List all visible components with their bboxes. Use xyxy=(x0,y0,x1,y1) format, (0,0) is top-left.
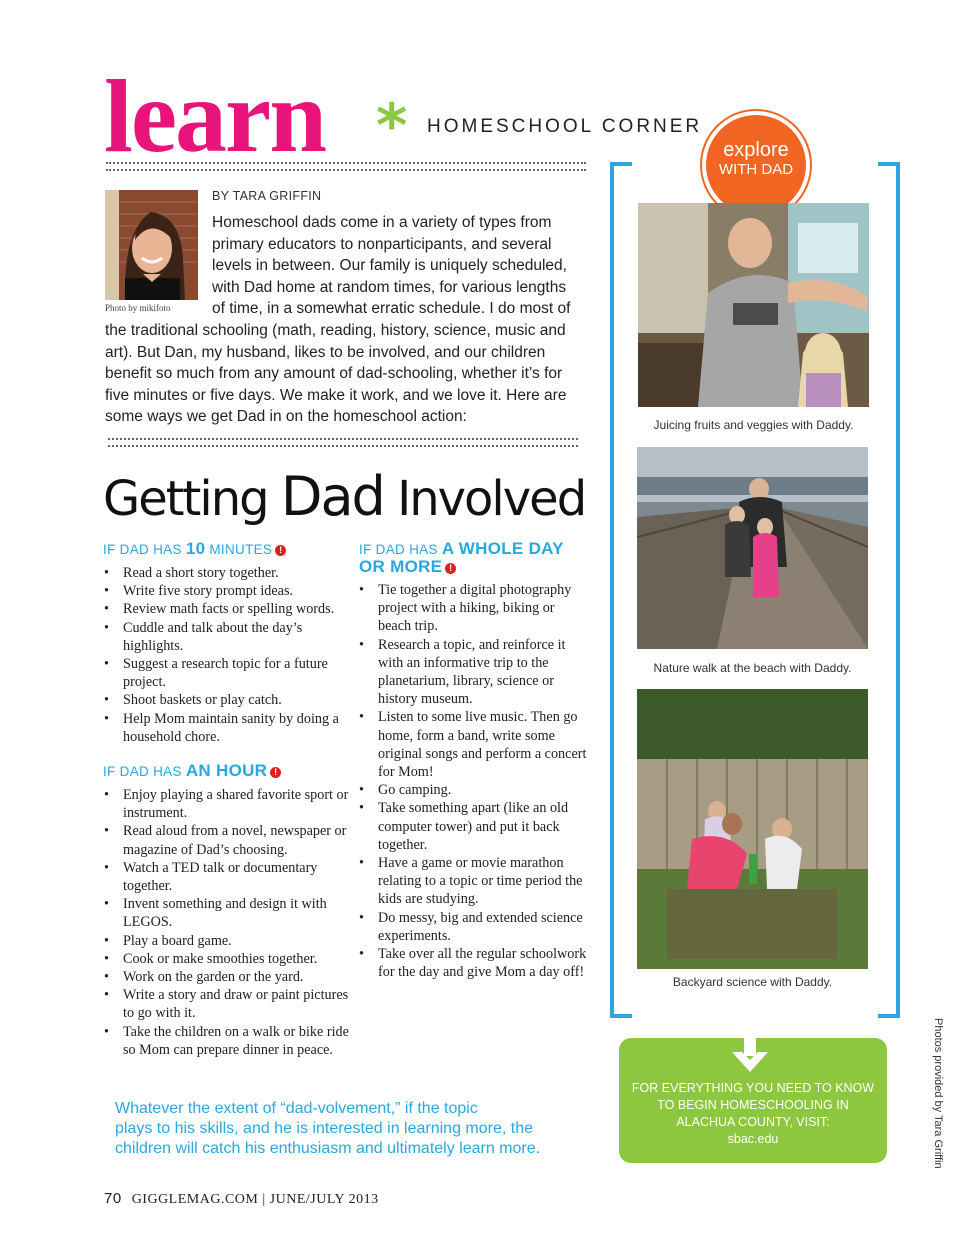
photo-backyard xyxy=(637,689,868,969)
title-word-dad: Dad xyxy=(280,465,384,528)
list-item: • Cuddle and talk about the day’s highlights. xyxy=(104,619,352,655)
list-item: • Listen to some live music. Then go home, form a band, write some original songs and perform a concert for Mom! xyxy=(359,708,591,781)
arrow-down-icon xyxy=(728,1038,772,1074)
list-item: • Take the children on a walk or bike ride so Mom can prepare dinner in peace. xyxy=(104,1023,352,1059)
list-item: • Read a short story together. xyxy=(104,564,352,582)
intro-line: the traditional schooling (math, reading, history, science, music and xyxy=(105,322,566,339)
closing-line: children will catch his enthusiasm and ultimately learn more. xyxy=(115,1140,541,1157)
subhead-suffix: MINUTES xyxy=(205,542,273,557)
photos-credit: Photos provided by Tara Griffin xyxy=(932,1018,944,1169)
list-item: • Watch a TED talk or documentary together. xyxy=(104,859,352,895)
list-item: • Take over all the regular schoolwork for the day and give Mom a day off! xyxy=(359,945,591,981)
list-whole-day xyxy=(359,581,591,981)
list-item: • Help Mom maintain sanity by doing a household chore. xyxy=(104,710,352,746)
closing-statement xyxy=(115,1099,595,1159)
photo-beach xyxy=(637,447,868,649)
subhead-prefix: IF DAD HAS xyxy=(103,542,186,557)
intro-paragraph-top xyxy=(212,212,602,320)
subhead-whole-day xyxy=(359,540,564,576)
list-item: • Go camping. xyxy=(359,781,591,799)
intro-line: primary educators to nonparticipants, and several xyxy=(212,235,552,253)
photo-caption: Juicing fruits and veggies with Daddy. xyxy=(653,418,854,432)
list-item: • Review math facts or spelling words. xyxy=(104,600,352,618)
callout-line: ALACHUA COUNTY, VISIT: xyxy=(676,1115,830,1129)
callout-line: FOR EVERYTHING YOU NEED TO KNOW xyxy=(631,1081,875,1095)
intro-paragraph-bottom xyxy=(105,320,605,428)
page-number: 70 xyxy=(104,1190,122,1207)
title-word: Getting xyxy=(103,471,281,527)
section-title: HOMESCHOOL CORNER xyxy=(427,116,703,137)
subhead-prefix: IF DAD HAS xyxy=(359,542,442,557)
article-title xyxy=(103,462,585,534)
intro-line: some ways we get Dad in on the homeschool action: xyxy=(105,408,467,426)
sidebar-bracket-left xyxy=(610,162,632,1018)
intro-line: levels in between. Our family is uniquely scheduled, xyxy=(212,257,567,275)
list-item: • Enjoy playing a shared favorite sport or instrument. xyxy=(104,786,352,822)
subhead-emphasis: 10 xyxy=(185,539,206,558)
page-footer xyxy=(104,1190,379,1208)
asterisk-icon: * xyxy=(376,91,408,161)
intro-line: benefit so much from any amount of dad-schooling, whether it’s for xyxy=(105,365,563,383)
list-item: • Suggest a research topic for a future project. xyxy=(104,655,352,691)
subhead-prefix: IF DAD HAS xyxy=(103,764,186,779)
photo-juicing xyxy=(638,203,869,407)
publication-info: GIGGLEMAG.COM | JUNE/JULY 2013 xyxy=(131,1192,379,1207)
section-word-learn: learn xyxy=(104,59,326,174)
list-item: • Have a game or movie marathon relating to a topic or time period the kids are studying. xyxy=(359,854,591,909)
explore-badge xyxy=(706,115,806,215)
list-item: • Cook or make smoothies together. xyxy=(104,950,352,968)
list-item: • Take something apart (like an old computer tower) and put it back together. xyxy=(359,799,591,854)
author-photo xyxy=(105,190,198,300)
badge-line1: explore xyxy=(723,139,789,161)
subhead-emphasis: AN HOUR xyxy=(185,761,268,780)
photo-caption: Backyard science with Daddy. xyxy=(672,975,833,989)
badge-line2: WITH DAD xyxy=(718,161,794,178)
sidebar-bracket-right xyxy=(878,162,900,1018)
alert-icon: ! xyxy=(275,545,286,556)
list-item: • Shoot baskets or play catch. xyxy=(104,691,352,709)
list-item: • Work on the garden or the yard. xyxy=(104,968,352,986)
intro-line: Homeschool dads come in a variety of types from xyxy=(212,214,552,231)
list-item: • Tie together a digital photography project with a hiking, biking or beach trip. xyxy=(359,581,591,636)
list-ten-minutes xyxy=(104,564,352,746)
callout-line: TO BEGIN HOMESCHOOLING IN xyxy=(657,1098,849,1112)
list-item: • Research a topic, and reinforce it with an informative trip to the planetarium, library, science or history museum. xyxy=(359,636,591,709)
photo-caption: Nature walk at the beach with Daddy. xyxy=(653,661,852,675)
header-divider xyxy=(106,162,586,171)
list-item: • Do messy, big and extended science experiments. xyxy=(359,909,591,945)
closing-line: Whatever the extent of “dad-volvement,” if the topic xyxy=(115,1100,478,1117)
list-item: • Play a board game. xyxy=(104,932,352,950)
closing-line: plays to his skills, and he is interested in learning more, the xyxy=(115,1120,533,1137)
list-item: • Write five story prompt ideas. xyxy=(104,582,352,600)
title-word: Involved xyxy=(383,471,586,527)
subhead-emphasis: OR MORE xyxy=(359,557,443,576)
intro-line: of time, in a somewhat erratic schedule. I do most of xyxy=(212,300,571,318)
intro-line: five minutes or five days. We make it work, and we love it. Here are xyxy=(105,386,567,404)
alert-icon: ! xyxy=(270,767,281,778)
intro-line: with Dad home at random times, for various lengths xyxy=(212,278,567,296)
subhead-emphasis: A WHOLE DAY xyxy=(441,539,564,558)
callout-text xyxy=(619,1080,887,1148)
list-item: • Write a story and draw or paint pictures to go with it. xyxy=(104,986,352,1022)
list-item: • Invent something and design it with LEGOS. xyxy=(104,895,352,931)
callout-link[interactable]: sbac.edu xyxy=(727,1132,779,1146)
byline: BY TARA GRIFFIN xyxy=(212,189,322,203)
subhead-ten-minutes xyxy=(103,540,286,558)
alert-icon: ! xyxy=(445,563,456,574)
subhead-an-hour xyxy=(103,762,281,780)
list-item: • Read aloud from a novel, newspaper or magazine of Dad’s choosing. xyxy=(104,822,352,858)
intro-divider xyxy=(108,438,578,447)
author-photo-credit: Photo by mikifoto xyxy=(105,303,171,313)
list-an-hour xyxy=(104,786,352,1059)
intro-line: art). But Dan, my husband, likes to be involved, and our children xyxy=(105,343,546,361)
